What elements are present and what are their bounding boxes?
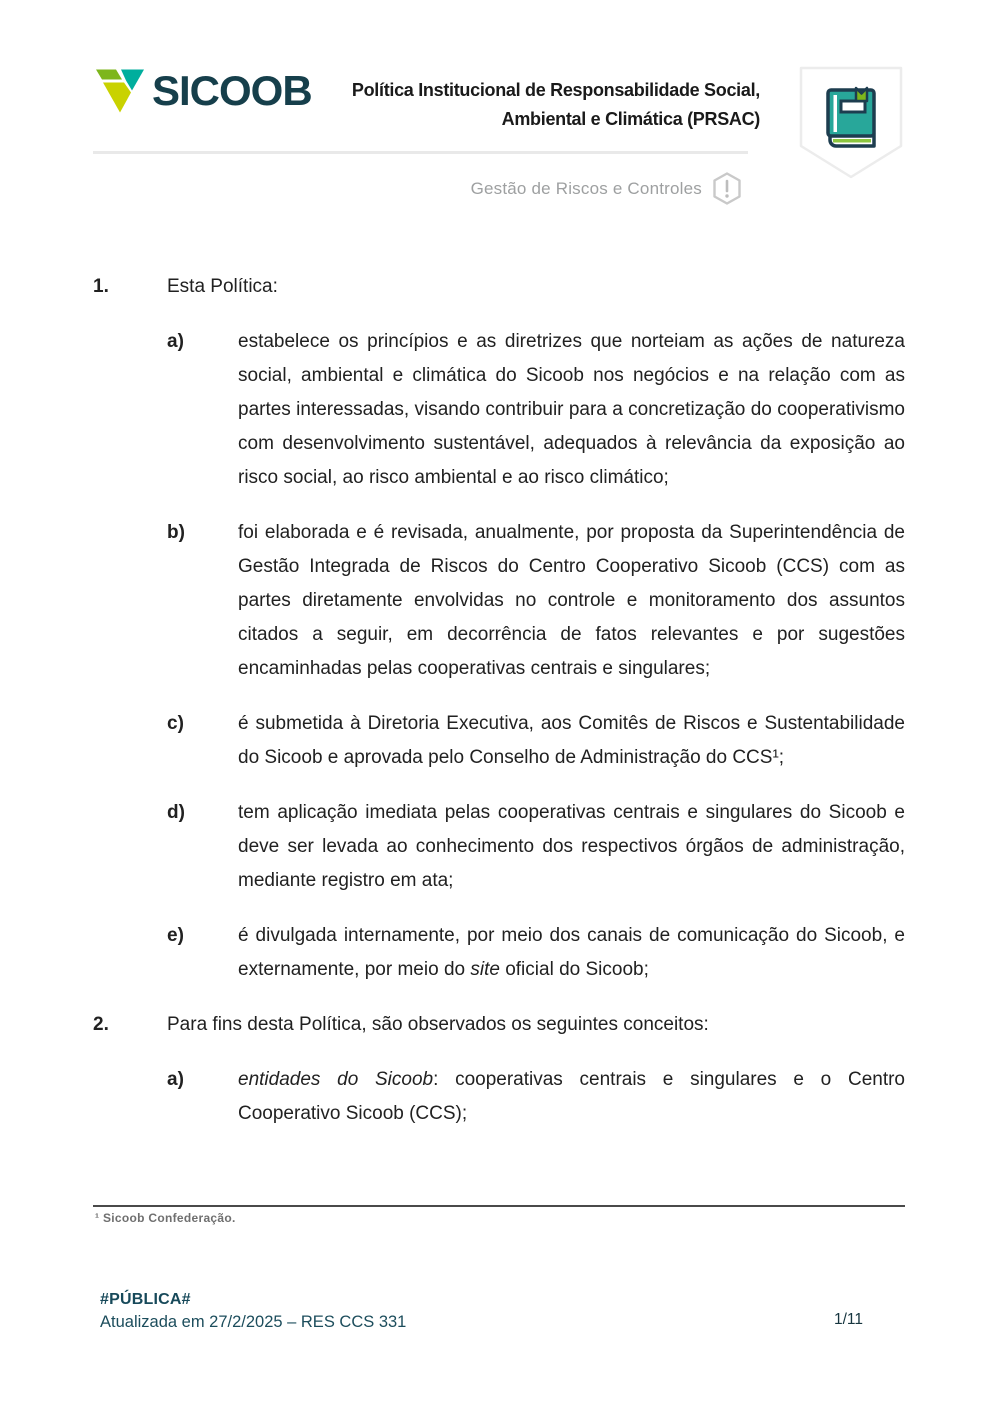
list-item-1a <box>93 325 905 495</box>
section-2-heading <box>93 1008 905 1042</box>
section-1-heading <box>93 270 905 304</box>
section-heading-text: Para fins desta Política, são observados os seguintes conceitos: <box>167 1014 709 1035</box>
book-icon <box>828 88 874 146</box>
item-text: é submetida à Diretoria Executiva, aos Comitês de Riscos e Sustentabilidade do Sicoob e aprovada pelo Conselho de Administração do CCS¹; <box>238 713 905 768</box>
sicoob-wordmark: SICOOB <box>152 67 312 114</box>
item-text-part: é divulgada internamente, por meio dos canais de comunicação do Sicoob, e externamente, por meio do <box>238 925 905 980</box>
page-number: 1/11 <box>833 1311 863 1328</box>
footnote-marker: ¹ <box>95 1211 100 1225</box>
section-number: 1. <box>93 276 109 297</box>
department-label: Gestão de Riscos e Controles <box>470 178 702 198</box>
page-title-line2: Ambiental e Climática (PRSAC) <box>501 109 760 129</box>
item-label: e) <box>167 925 184 946</box>
list-item-1e <box>93 919 905 987</box>
section-heading-text: Esta Política: <box>167 276 278 297</box>
section-number: 2. <box>93 1014 109 1035</box>
updated-label: Atualizada em 27/2/2025 – RES CCS 331 <box>100 1313 407 1331</box>
list-item-2a <box>93 1063 905 1131</box>
document-body <box>93 270 905 1152</box>
item-text: estabelece os princípios e as diretrizes que norteiam as ações de natureza social, ambiental e climática do Sicoob nos negócios e na relação com as partes interessadas, visando contribuir para a concretização do cooperativismo com desenvolvimento sustentável, adequados à relevância da exposição ao risco social, ao risco ambiental e ao risco climático; <box>238 331 905 488</box>
footnote-text: Sicoob Confederação. <box>102 1211 236 1225</box>
department-row <box>471 172 742 205</box>
page-title-line1: Política Institucional de Responsabilidade Social, <box>351 80 760 100</box>
item-label: a) <box>167 331 184 352</box>
item-text-italic: site <box>470 959 500 980</box>
list-item-1c <box>93 707 905 775</box>
item-text: foi elaborada e é revisada, anualmente, por proposta da Superintendência de Gestão Integrada de Riscos do Centro Cooperativo Sicoob (CCS) com as partes diretamente envolvidas no controle e monitoramento dos assuntos citados a seguir, em decorrência de fatos relevantes e por sugestões encaminhadas pelas cooperativas centrais e singulares; <box>238 522 905 679</box>
header-divider <box>93 151 748 154</box>
item-text: tem aplicação imediata pelas cooperativas centrais e singulares do Sicoob e deve ser levada ao conhecimento dos respectivos órgãos de administração, mediante registro em ata; <box>238 802 905 891</box>
footnote <box>95 1211 236 1225</box>
item-text <box>238 1063 905 1131</box>
classification-label: #PÚBLICA# <box>100 1291 191 1308</box>
sicoob-logo <box>95 68 312 114</box>
list-item-1d <box>93 796 905 898</box>
item-label: a) <box>167 1069 184 1090</box>
list-item-1b <box>93 516 905 686</box>
book-badge <box>799 66 903 180</box>
item-label: b) <box>167 522 185 543</box>
item-text-part: : cooperativas centrais e singulares e o Centro Cooperativo Sicoob (CCS); <box>238 1069 905 1124</box>
sicoob-triangle-icon <box>95 68 145 114</box>
page-title <box>300 76 760 134</box>
item-text <box>238 919 905 987</box>
item-label: d) <box>167 802 185 823</box>
alert-hexagon-icon <box>712 172 742 205</box>
item-text-italic: entidades do Sicoob <box>238 1069 434 1090</box>
item-text-part: oficial do Sicoob; <box>499 959 649 980</box>
item-label: c) <box>167 713 184 734</box>
footnote-divider <box>93 1205 905 1207</box>
